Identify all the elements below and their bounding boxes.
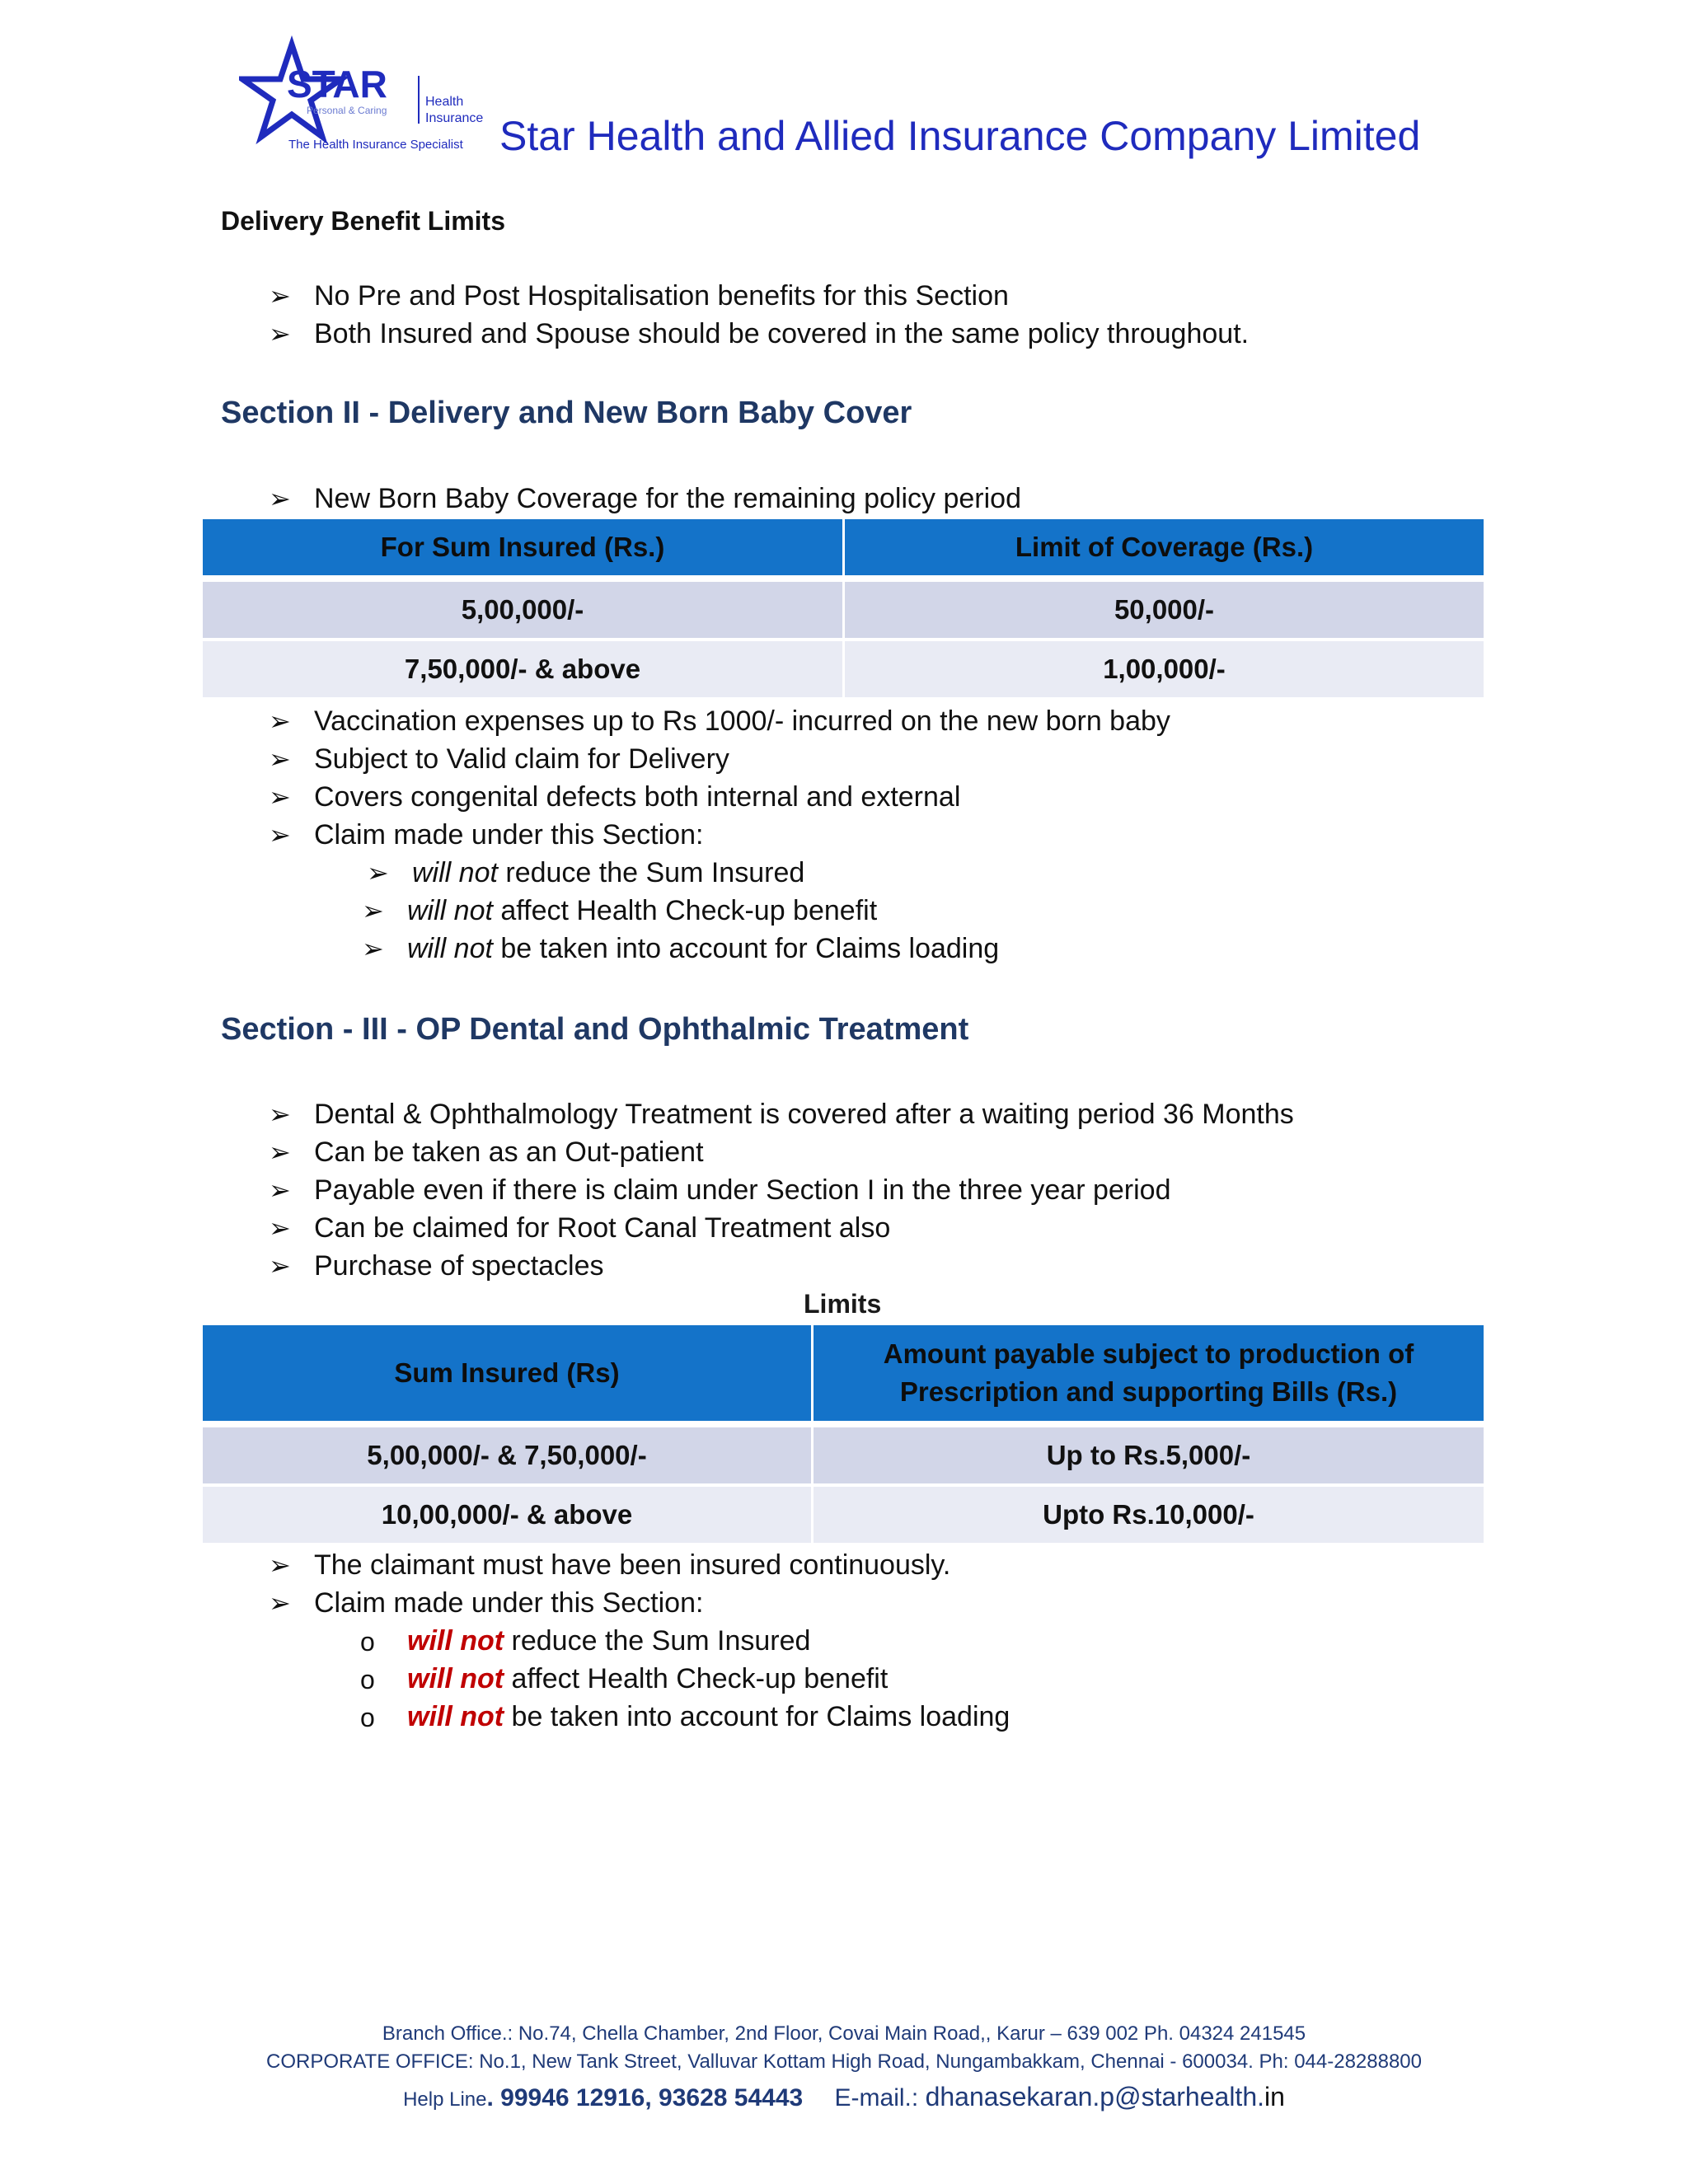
list-item: ➢ The claimant must have been insured continuously. <box>269 1549 951 1581</box>
logo-specialist: The Health Insurance Specialist <box>288 138 463 152</box>
arrow-bullet-icon: ➢ <box>269 281 291 311</box>
arrow-bullet-icon: ➢ <box>269 1588 291 1618</box>
section3-title: Section - III - OP Dental and Ophthalmic Treatment <box>221 1012 969 1047</box>
star-logo-icon <box>239 33 503 157</box>
circle-bullet-icon: o <box>360 1703 375 1732</box>
list-item: ➢ New Born Baby Coverage for the remaining policy period <box>269 483 1022 514</box>
footer-corporate-office: CORPORATE OFFICE: No.1, New Tank Street, Valluvar Kottam High Road, Nungambakkam, Chennai - 600034. Ph: 044-28288800 <box>265 2050 1423 2073</box>
table-cell: 5,00,000/- & 7,50,000/- <box>203 1427 811 1483</box>
logo-tag-health: Health <box>425 95 464 109</box>
table-header-line: Prescription and supporting Bills (Rs.) <box>899 1376 1398 1407</box>
limits-label: Limits <box>804 1289 882 1319</box>
list-item: ➢ Can be claimed for Root Canal Treatment also <box>269 1212 891 1244</box>
arrow-bullet-icon: ➢ <box>269 744 291 774</box>
table-row <box>203 641 1484 697</box>
table-row <box>203 582 1484 638</box>
section2-title: Section II - Delivery and New Born Baby Cover <box>221 396 912 430</box>
arrow-bullet-icon: ➢ <box>367 858 389 888</box>
list-item: ➢ Dental & Ophthalmology Treatment is covered after a waiting period 36 Months <box>269 1099 1294 1130</box>
table-header-cell: For Sum Insured (Rs.) <box>203 519 842 575</box>
list-item: ➢ Both Insured and Spouse should be covered in the same policy throughout. <box>269 318 1250 349</box>
email-link[interactable]: dhanasekaran.p@starhealth.in <box>925 2082 1285 2111</box>
logo-subtitle: Personal & Caring <box>307 105 387 116</box>
sub-list-item: ➢ will not affect Health Check-up benefit <box>362 895 878 926</box>
list-item: ➢ Claim made under this Section: <box>269 819 704 851</box>
list-item: ➢ Payable even if there is claim under Section I in the three year period <box>269 1174 1171 1206</box>
arrow-bullet-icon: ➢ <box>269 1099 291 1129</box>
company-logo <box>239 33 503 157</box>
circle-bullet-icon: o <box>360 1627 375 1657</box>
table-cell: Up to Rs.5,000/- <box>811 1427 1484 1483</box>
table-cell: 5,00,000/- <box>203 582 842 638</box>
table-cell: 7,50,000/- & above <box>203 641 842 697</box>
sub-list-item: ➢ will not be taken into account for Claims loading <box>362 933 1000 964</box>
table-header-cell: Limit of Coverage (Rs.) <box>842 519 1484 575</box>
table-header-cell: Sum Insured (Rs) <box>203 1325 811 1421</box>
table-header-row <box>203 519 1484 575</box>
footer-branch-office: Branch Office.: No.74, Chella Chamber, 2nd Floor, Covai Main Road,, Karur – 639 002 Ph. 04324 241545 <box>382 2022 1306 2045</box>
logo-tag-insurance: Insurance <box>425 111 484 125</box>
list-item: ➢ Vaccination expenses up to Rs 1000/- incurred on the new born baby <box>269 705 1170 737</box>
footer-contact <box>0 2082 1688 2112</box>
arrow-bullet-icon: ➢ <box>362 896 384 926</box>
email-label: E-mail.: <box>834 2084 919 2111</box>
arrow-bullet-icon: ➢ <box>269 1550 291 1580</box>
table-row <box>203 1487 1484 1543</box>
arrow-bullet-icon: ➢ <box>269 319 291 349</box>
helpline-label: Help Line <box>403 2088 487 2111</box>
arrow-bullet-icon: ➢ <box>362 934 384 963</box>
arrow-bullet-icon: ➢ <box>269 706 291 736</box>
logo-text: STAR <box>287 63 387 105</box>
circle-bullet-icon: o <box>360 1665 375 1694</box>
table-row <box>203 1427 1484 1483</box>
list-item: ➢ Can be taken as an Out-patient <box>269 1137 704 1168</box>
delivery-limits-title: Delivery Benefit Limits <box>221 206 505 236</box>
arrow-bullet-icon: ➢ <box>269 820 291 850</box>
arrow-bullet-icon: ➢ <box>269 1213 291 1243</box>
arrow-bullet-icon: ➢ <box>269 1137 291 1167</box>
list-item: ➢ No Pre and Post Hospitalisation benefits for this Section <box>269 280 1009 312</box>
sub-list-item: o will not affect Health Check-up benefit <box>360 1663 889 1694</box>
sub-list-item: o will not be taken into account for Claims loading <box>360 1701 1010 1732</box>
table-cell: 1,00,000/- <box>842 641 1484 697</box>
table-cell: 10,00,000/- & above <box>203 1487 811 1543</box>
list-item: ➢ Purchase of spectacles <box>269 1250 604 1282</box>
table-cell: Upto Rs.10,000/- <box>811 1487 1484 1543</box>
sub-list-item: ➢ will not reduce the Sum Insured <box>367 857 805 888</box>
arrow-bullet-icon: ➢ <box>269 1251 291 1281</box>
arrow-bullet-icon: ➢ <box>269 782 291 812</box>
arrow-bullet-icon: ➢ <box>269 1175 291 1205</box>
table-header-row <box>203 1325 1484 1421</box>
table-cell: 50,000/- <box>842 582 1484 638</box>
sub-list-item: o will not reduce the Sum Insured <box>360 1625 811 1657</box>
table-header-cell <box>811 1325 1484 1421</box>
arrow-bullet-icon: ➢ <box>269 484 291 513</box>
list-item: ➢ Covers congenital defects both internal and external <box>269 781 961 813</box>
list-item: ➢ Subject to Valid claim for Delivery <box>269 743 729 775</box>
helpline-numbers: . 99946 12916, 93628 54443 <box>486 2084 804 2111</box>
table-header-line: Amount payable subject to production of <box>883 1338 1414 1369</box>
list-item: ➢ Claim made under this Section: <box>269 1587 704 1619</box>
company-name: Star Health and Allied Insurance Company Limited <box>499 113 1421 159</box>
